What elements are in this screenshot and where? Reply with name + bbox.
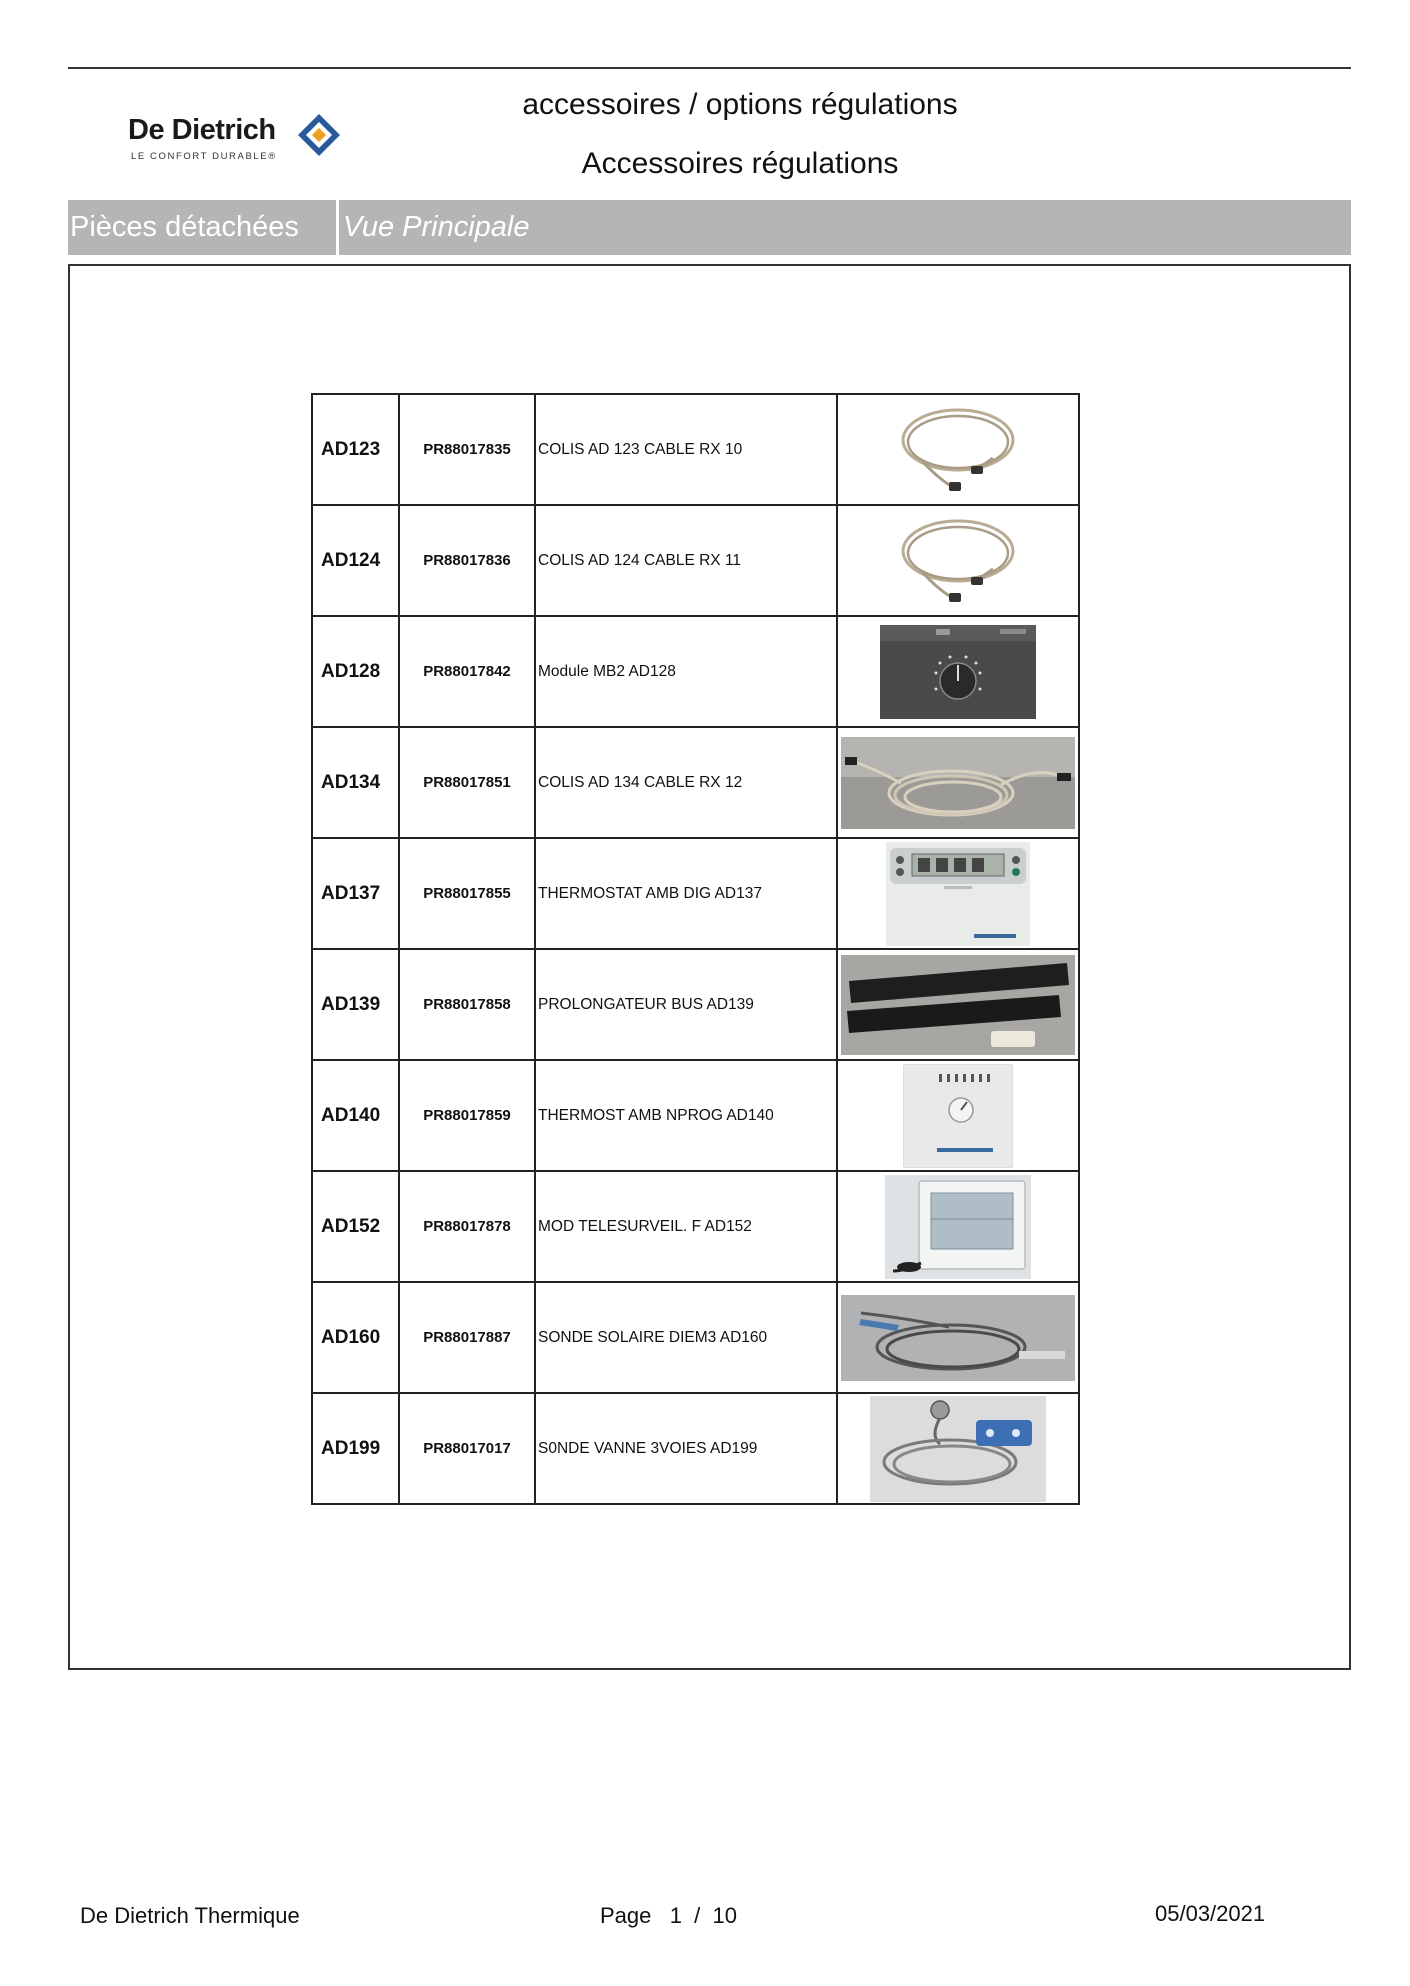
part-description: THERMOST AMB NPROG AD140 — [535, 1060, 837, 1171]
table-row — [312, 505, 1079, 616]
part-reference: PR88017855 — [399, 838, 535, 949]
part-code: AD160 — [312, 1282, 399, 1393]
part-description: SONDE SOLAIRE DIEM3 AD160 — [535, 1282, 837, 1393]
footer-date: 05/03/2021 — [1155, 1901, 1266, 1926]
part-code: AD140 — [312, 1060, 399, 1171]
part-code: AD134 — [312, 727, 399, 838]
digital-thermostat-icon — [886, 842, 1030, 946]
table-row — [312, 1171, 1079, 1282]
table-row — [312, 838, 1079, 949]
part-reference: PR88017017 — [399, 1393, 535, 1504]
part-reference: PR88017835 — [399, 394, 535, 505]
part-image-cell — [837, 1171, 1079, 1282]
part-code: AD123 — [312, 394, 399, 505]
part-description: COLIS AD 123 CABLE RX 10 — [535, 394, 837, 505]
bus-extender-icon — [841, 955, 1075, 1055]
footer-company: De Dietrich Thermique — [80, 1903, 300, 1928]
cable-reel-icon — [841, 737, 1075, 829]
part-code: AD137 — [312, 838, 399, 949]
section-label: Pièces détachées — [70, 211, 299, 243]
part-description: Module MB2 AD128 — [535, 616, 837, 727]
part-description: COLIS AD 134 CABLE RX 12 — [535, 727, 837, 838]
part-image-cell — [837, 505, 1079, 616]
part-code: AD152 — [312, 1171, 399, 1282]
part-image-cell — [837, 1060, 1079, 1171]
part-code: AD124 — [312, 505, 399, 616]
dial-thermostat-icon — [903, 1064, 1013, 1168]
part-description: THERMOSTAT AMB DIG AD137 — [535, 838, 837, 949]
parts-table — [311, 393, 1080, 1505]
part-description: PROLONGATEUR BUS AD139 — [535, 949, 837, 1060]
brand-logo — [128, 110, 348, 170]
page-number: Page 1 / 10 — [600, 1903, 737, 1928]
part-reference: PR88017887 — [399, 1282, 535, 1393]
part-image-cell — [837, 727, 1079, 838]
part-image-cell — [837, 1282, 1079, 1393]
telemonitoring-module-icon — [885, 1175, 1031, 1279]
part-image-cell — [837, 1393, 1079, 1504]
part-reference: PR88017842 — [399, 616, 535, 727]
page-subtitle: Accessoires régulations — [581, 147, 899, 180]
coiled-cable-icon — [893, 400, 1023, 500]
part-image-cell — [837, 394, 1079, 505]
view-label: Vue Principale — [343, 211, 530, 243]
table-row — [312, 949, 1079, 1060]
control-module-icon — [880, 625, 1036, 719]
section-band — [68, 200, 1351, 255]
valve-sensor-icon — [870, 1396, 1046, 1502]
table-row — [312, 394, 1079, 505]
table-row — [312, 616, 1079, 727]
table-row — [312, 727, 1079, 838]
table-row — [312, 1393, 1079, 1504]
part-description: COLIS AD 124 CABLE RX 11 — [535, 505, 837, 616]
part-reference: PR88017859 — [399, 1060, 535, 1171]
page-title: accessoires / options régulations — [522, 88, 958, 121]
part-image-cell — [837, 838, 1079, 949]
part-reference: PR88017858 — [399, 949, 535, 1060]
part-reference: PR88017878 — [399, 1171, 535, 1282]
coiled-cable-icon — [893, 511, 1023, 611]
table-row — [312, 1060, 1079, 1171]
top-rule — [68, 67, 1351, 69]
table-row — [312, 1282, 1079, 1393]
band-divider — [336, 200, 339, 255]
part-image-cell — [837, 949, 1079, 1060]
part-code: AD139 — [312, 949, 399, 1060]
solar-sensor-icon — [841, 1295, 1075, 1381]
brand-name: De Dietrich — [128, 114, 276, 146]
part-code: AD128 — [312, 616, 399, 727]
brand-tagline: LE CONFORT DURABLE® — [131, 151, 277, 162]
part-description: MOD TELESURVEIL. F AD152 — [535, 1171, 837, 1282]
part-description: S0NDE VANNE 3VOIES AD199 — [535, 1393, 837, 1504]
part-image-cell — [837, 616, 1079, 727]
part-reference: PR88017851 — [399, 727, 535, 838]
brand-diamond-icon — [296, 112, 342, 158]
part-code: AD199 — [312, 1393, 399, 1504]
part-reference: PR88017836 — [399, 505, 535, 616]
